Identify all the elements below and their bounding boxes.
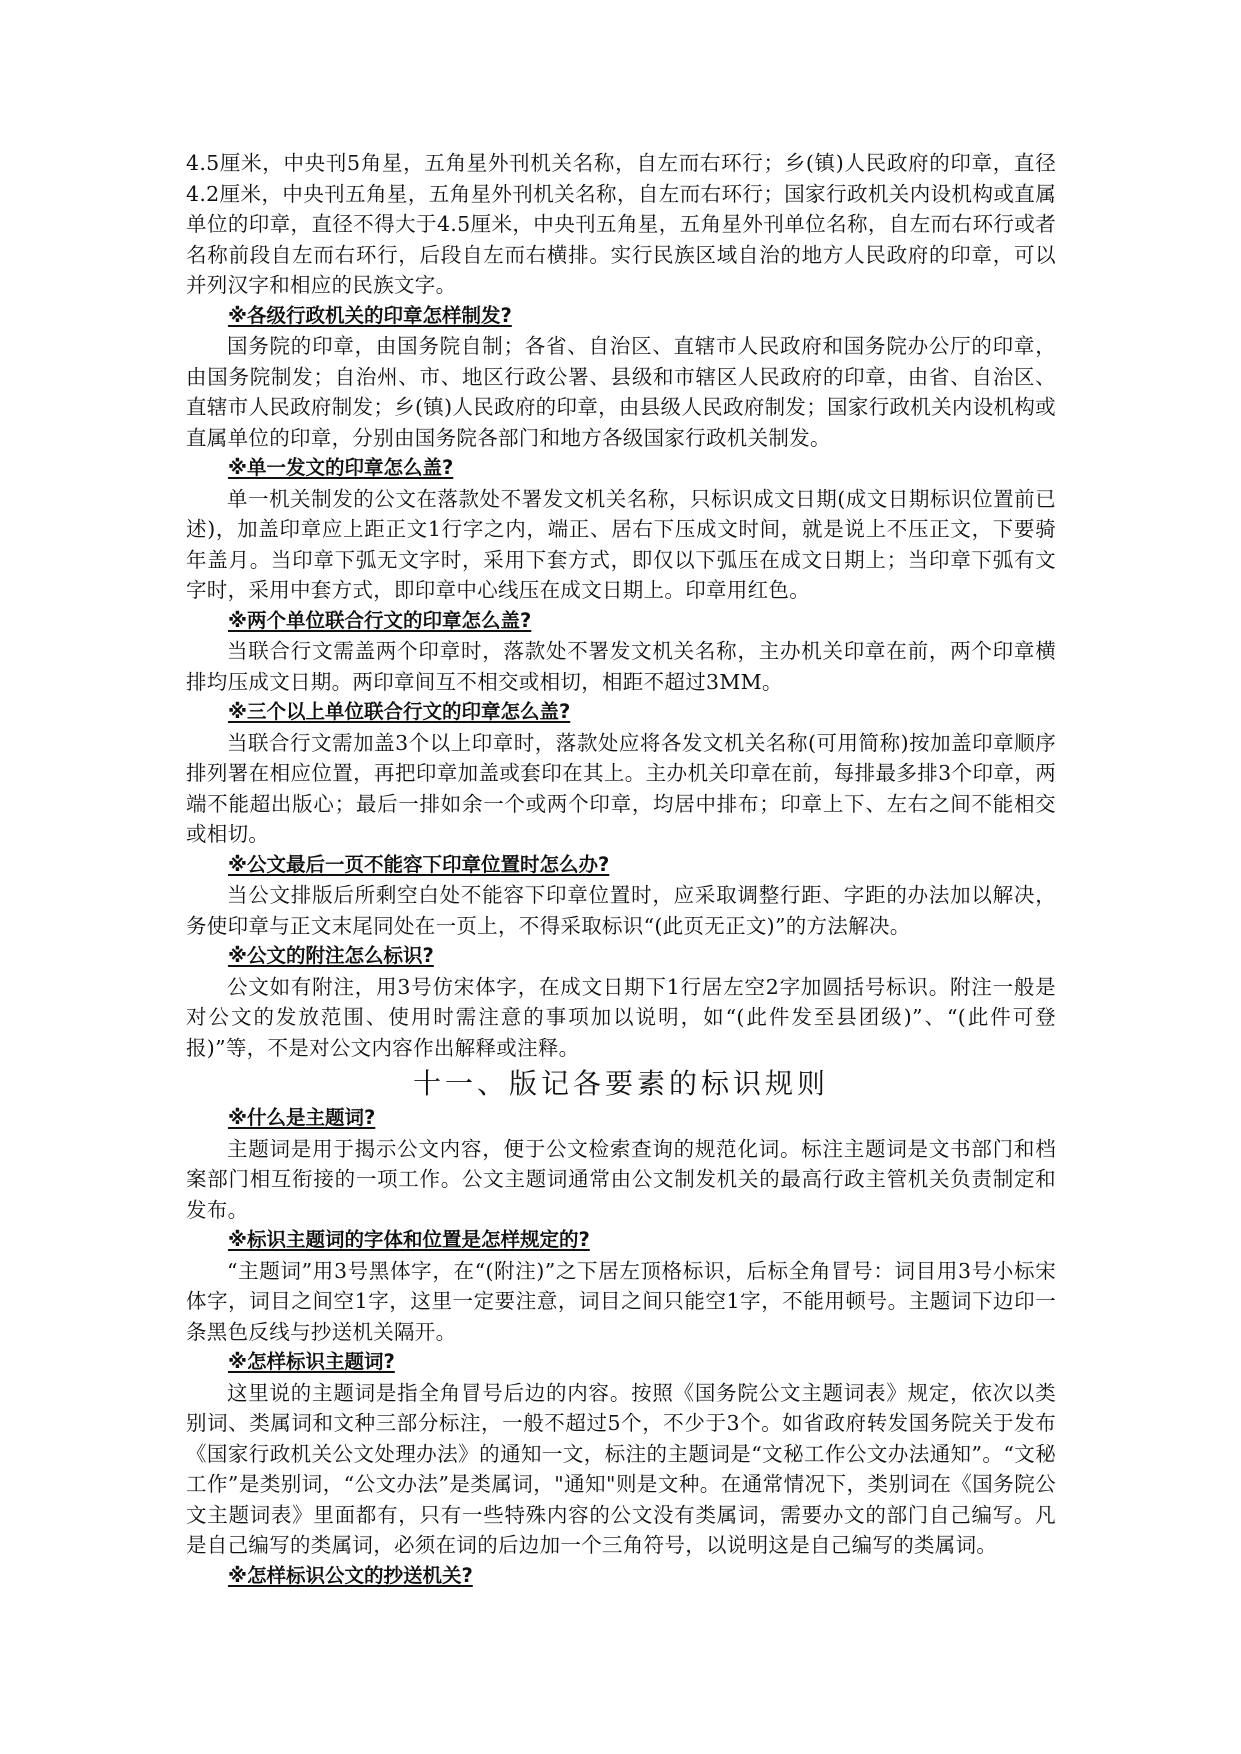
section-heading-seal-issuance: ※各级行政机关的印章怎样制发? <box>228 303 512 327</box>
section-body-seal-issuance: 国务院的印章，由国务院自制；各省、自治区、直辖市人民政府和国务院办公厅的印章，由国务院制发；自治州、市、地区行政公署、县级和市辖区人民政府的印章，由省、自治区、直辖市人民政府制发；乡(镇)人民政府的印章，由县级人民政府制发；国家行政机关内设机构或直属单位的印章，分别由国务院各部门和地方各级国家行政机关制发。 <box>186 334 1056 450</box>
section-heading-single-seal: ※单一发文的印章怎么盖? <box>228 456 454 479</box>
section-body-subject-words: 主题词是用于揭示公文内容，便于公文检索查询的规范化词。标注主题词是文书部门和档案部门相互衔接的一项工作。公文主题词通常由公文制发机关的最高行政主管机关负责制定和发布。 <box>186 1136 1056 1222</box>
section-heading-cc-agencies: ※怎样标识公文的抄送机关? <box>228 1563 473 1587</box>
section-body-how-subject: 这里说的主题词是指全角冒号后边的内容。按照《国务院公文主题词表》规定，依次以类别词、类属词和文种三部分标注，一般不超过5个，不少于3个。如省政府转发国务院关于发布《国家行政机关公文处理办法》的通知一文，标注的主题词是“文秘工作公文办法通知”。“文秘工作”是类别词，“公文办法”是类属词，"通知"则是文种。在通常情况下，类别词在《国务院公文主题词表》里面都有，只有一些特殊内容的公文没有类属词，需要办文的部门自己编写。凡是自己编写的类属词，必须在词的后边加一个三角符号，以说明这是自己编写的类属词。 <box>186 1380 1056 1557</box>
section-body-three-seals: 当联合行文需加盖3个以上印章时，落款处应将各发文机关名称(可用简称)按加盖印章顺序排列署在相应位置，再把印章加盖或套印在其上。主办机关印章在前，每排最多排3个印章，两端不能超出版心；最后一排如余一个或两个印章，均居中排布；印章上下、左右之间不能相交或相切。 <box>186 730 1056 846</box>
section-body-single-seal: 单一机关制发的公文在落款处不署发文机关名称，只标识成文日期(成文日期标识位置前已述)，加盖印章应上距正文1行字之内，端正、居右下压成文时间，就是说上不压正文，下要骑年盖月。当印章下弧无文字时，采用下套方式，即仅以下弧压在成文日期上；当印章下弧有文字时，采用中套方式，即印章中心线压在成文日期上。印章用红色。 <box>186 486 1056 602</box>
chapter-title: 十一、版记各要素的标识规则 <box>412 1067 829 1100</box>
section-heading-subject-font: ※标识主题词的字体和位置是怎样规定的? <box>228 1228 590 1251</box>
section-body-two-seals: 当联合行文需盖两个印章时，落款处不署发文机关名称，主办机关印章在前，两个印章横排均压成文日期。两印章间互不相交或相切，相距不超过3MM。 <box>186 639 1056 694</box>
intro-paragraph: 4.5厘米，中央刊5角星，五角星外刊机关名称，自左而右环行；乡(镇)人民政府的印章，直径4.2厘米，中央刊五角星，五角星外刊机关名称，自左而右环行；国家行政机关内设机构或直属单位的印章，直径不得大于4.5厘米，中央刊五角星，五角星外刊单位名称，自左而右环行或者名称前段自左而右环行，后段自左而右横排。实行民族区域自治的地方人民政府的印章，可以并列汉字和相应的民族文字。 <box>186 151 1056 297</box>
section-heading-three-seals: ※三个以上单位联合行文的印章怎么盖? <box>228 700 571 723</box>
section-body-last-page: 当公文排版后所剩空白处不能容下印章位置时，应采取调整行距、字距的办法加以解决，务使印章与正文末尾同处在一页上，不得采取标识“(此页无正文)”的方法解决。 <box>186 883 1056 938</box>
section-heading-last-page: ※公文最后一页不能容下印章位置时怎么办? <box>228 852 610 876</box>
document-page <box>186 148 1056 1591</box>
section-body-subject-font: “主题词”用3号黑体字，在“(附注)”之下居左顶格标识，后标全角冒号：词目用3号小标宋体字，词目之间空1字，这里一定要注意，词目之间只能空1字，不能用顿号。主题词下边印一条黑色反线与抄送机关隔开。 <box>186 1258 1056 1344</box>
section-body-annotation: 公文如有附注，用3号仿宋体字，在成文日期下1行居左空2字加圆括号标识。附注一般是对公文的发放范围、使用时需注意的事项加以说明，如“(此件发至县团级)”、“(此件可登报)”等，不是对公文内容作出解释或注释。 <box>186 974 1056 1060</box>
section-heading-two-seals: ※两个单位联合行文的印章怎么盖? <box>228 608 532 632</box>
section-heading-subject-words: ※什么是主题词? <box>228 1106 376 1129</box>
section-heading-annotation: ※公文的附注怎么标识? <box>228 944 434 967</box>
section-heading-how-subject: ※怎样标识主题词? <box>228 1350 395 1373</box>
